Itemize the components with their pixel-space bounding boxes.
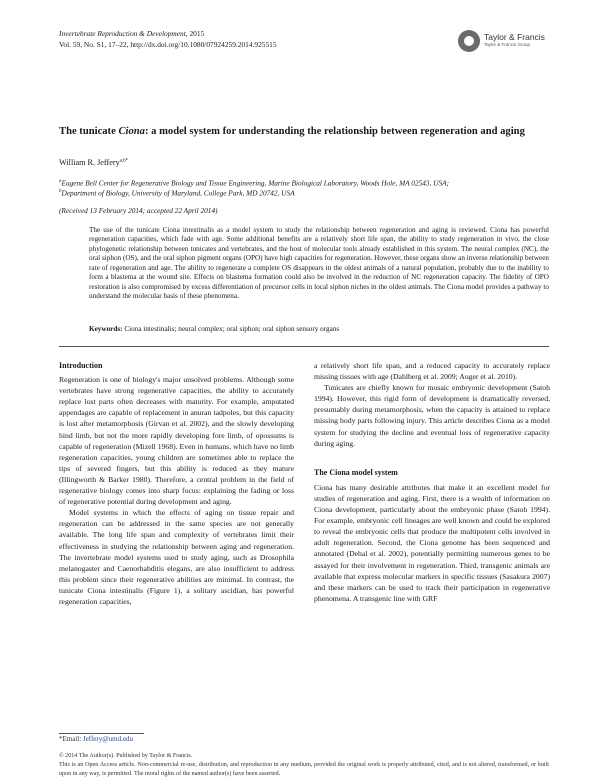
email-link[interactable]: Jeffery@umd.edu [82, 735, 133, 743]
publisher-name: Taylor & Francis [484, 32, 545, 42]
author-line [59, 158, 128, 167]
license: This is an Open Access article. Non-commercial re-use, distribution, and reproduction in any medium, provided the original work is properly attributed, cited, and is not altered, transformed, or built upon in any way, is permitted. The moral rights of the named author(s) have been asserted. [59, 762, 549, 777]
publisher-logo [458, 30, 558, 56]
model-heading: The Ciona model system [314, 467, 398, 477]
publisher-group: Taylor & Francis Group [484, 42, 531, 47]
footnote-rule [59, 733, 144, 734]
journal-name: Invertebrate Reproduction & Development [59, 29, 186, 38]
citation-line[interactable]: Vol. 59, No. S1, 17–22, http://dx.doi.org/10.1080/07924259.2014.925515 [59, 40, 277, 49]
right-column [314, 360, 550, 604]
paragraph: a relatively short life span, and a reduced capacity to accurately replace missing tissues with age (Dahlberg et al. 2009; Auger et al. 2010). [314, 361, 550, 382]
journal-year: , 2015 [185, 29, 205, 38]
publisher-logo-icon [458, 30, 480, 52]
divider [59, 346, 549, 347]
affiliation-mark: b [59, 189, 62, 194]
title-text-rest: : a model system for understanding the relationship between regeneration and aging [144, 126, 525, 137]
keywords [89, 325, 549, 333]
paragraph: Model systems in which the effects of aging on tissue repair and regeneration can be addressed in the same species are not generally available. The long life span and complexity of vertebrates limit their effectiveness in studying the relationship between aging and regeneration. The invertebrate model systems used to study aging, such as Drosophila melanogaster and Caenorhabditis elegans, are also insufficient to address this problem since their regenerative abilities are minimal. In contrast, the tunicate Ciona intestinalis (Figure 1), a solitary ascidian, has powerful regeneration capacities, [59, 508, 294, 606]
keywords-list: Ciona intestinalis; neural complex; oral siphon; oral siphon sensory organs [124, 325, 340, 333]
abstract: The use of the tunicate Ciona intestinalis as a model system to study the relationship between regeneration and aging is reviewed. Ciona has powerful regeneration capacities, which fade with age. Some additional benefits are a relatively short life span, the ability to study regeneration in vivo, the close phylogenetic relationship between tunicates and vertebrates, and the host of molecular tools already established in this system. The neural complex (NC), the oral siphon (OS), and the oral siphon pigment organs (OPO) have high capacities for regeneration. However, these organs show an inverse relationship between rate of regeneration and age. The ability to regenerate a complete OS disappears in the oldest animals of a natural population, probably due to the inability to form a blastema at the wound site. Effects on blastema formation could also be involved in the reduction of NC regeneration capacity. The fidelity of OPO restoration is also compromised by excess differentiation of precursor cells in local siphon niches in the oldest animals. The Ciona model provides a pathway to understand the molecular basis of these phenomena. [89, 226, 549, 301]
footnote-email [59, 735, 133, 744]
affiliation-b [59, 187, 295, 198]
paragraph: Tunicates are chiefly known for mosaic embryonic development (Satoh 1994). However, this rigid form of development is dramatically reversed, presumably during metamorphosis, when the capacity is attained to replace missing body parts following injury. This article describes Ciona as a model system for studying the decline and eventual loss of regenerative capacity during aging. [314, 383, 550, 448]
affiliation-text: Department of Biology, University of Maryland, College Park, MD 20742, USA [61, 188, 295, 198]
author-affiliation-marks: a,b* [119, 158, 129, 164]
title-text: The tunicate [59, 126, 119, 137]
left-column [59, 360, 294, 607]
affiliation-text: Eugene Bell Center for Regenerative Biology and Tissue Engineering, Marine Biological Laboratory, Woods Hole, MA 02543, USA; [61, 178, 449, 188]
affiliation-mark: a [59, 179, 62, 184]
intro-heading: Introduction [59, 361, 103, 370]
title-genus: Ciona [118, 126, 145, 137]
author-name: William R. Jeffery [59, 158, 120, 167]
keywords-label: Keywords: [89, 325, 123, 333]
email-label: *Email: [59, 735, 82, 743]
copyright: © 2014 The Author(s). Published by Taylor & Francis. [59, 753, 193, 759]
received-dates: (Received 13 February 2014; accepted 22 April 2014) [59, 206, 218, 215]
journal-header [59, 29, 204, 39]
paragraph: Regeneration is one of biology's major unsolved problems. Although some vertebrates have strong regenerative capacities, the ability to accurately replace lost parts often decreases with maturity. For example, amputated appendages are capable of replacement in anuran tadpoles, but this capacity is lost after metamorphosis (Girvan et al. 2002), and the slowly developing hind limb, but not the more rapidly developing fore limb, of opossums is capable of regeneration (Mizell 1968). Even in humans, which have no limb regeneration capacities, young children are sometimes able to replace the tips of severed fingers, but this ability is reduced as they mature (Illingworth & Barker 1980). Therefore, a central problem in the field of regenerative biology comes into sharp focus: explaining the fading or loss of regenerative potential during development and aging. [59, 375, 294, 507]
article-title [59, 125, 549, 139]
paragraph: Ciona has many desirable attributes that make it an excellent model for studies of regeneration and aging. First, there is a wealth of information on Ciona development, particularly about the embryonic phase (Satoh 1994). For example, embryonic cell lineages are well known and could be explored to reveal the embryonic cells that produce the multipotent cells involved in adult regeneration. Second, the Ciona genome has been sequenced and annotated (Dehal et al. 2002), potentially permitting numerous genes to be assayed for their involvement in regeneration. Third, transgenic animals are available that express molecular markers in specific tissues (Sasakura 2007) and these markers can be used to track their participation in regenerative phenomena. A transgenic line with GRF [314, 482, 550, 603]
